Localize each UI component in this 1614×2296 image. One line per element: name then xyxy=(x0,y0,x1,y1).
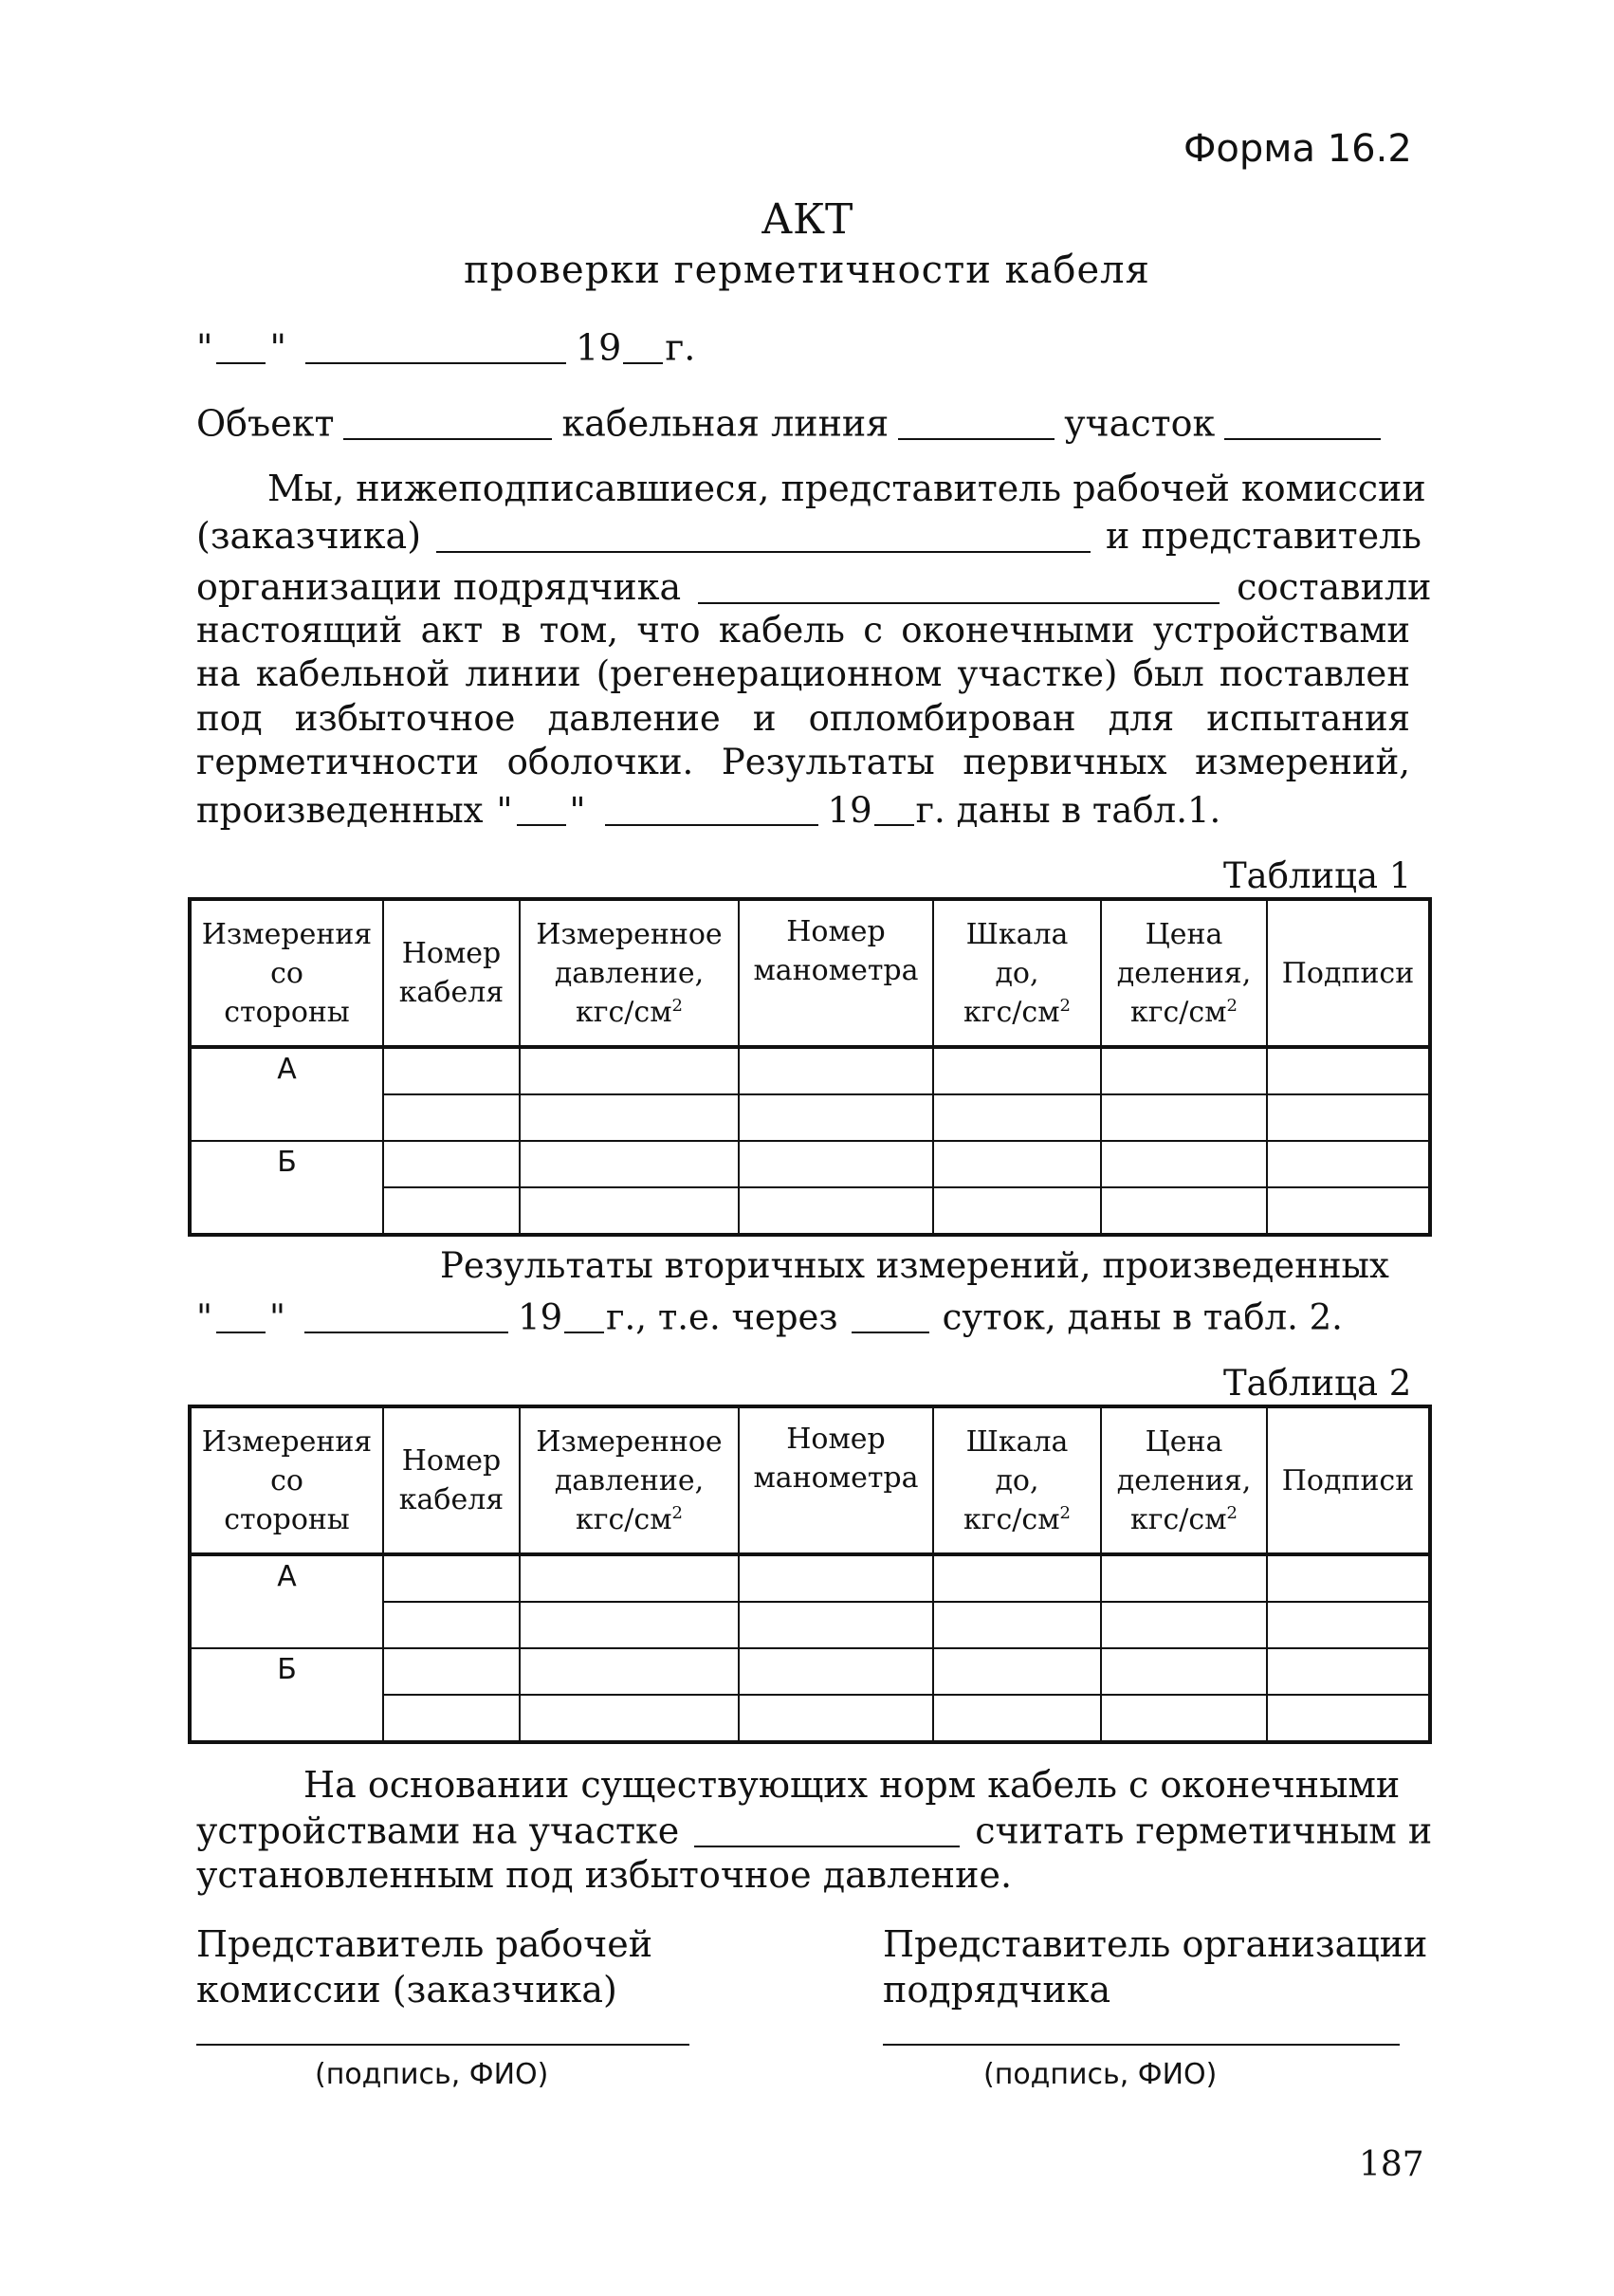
table-cell[interactable] xyxy=(739,1141,933,1187)
signature-left-title-1: Представитель рабочей xyxy=(196,1923,653,1965)
signature-left-caption: (подпись, ФИО) xyxy=(315,2058,549,2091)
object-line: Объект кабельная линия участок xyxy=(196,402,1390,440)
intro-line-1: Мы, нижеподписавшиеся, представитель рабочей комиссии xyxy=(267,468,1426,509)
table-cell[interactable] xyxy=(739,1047,933,1094)
table-cell[interactable] xyxy=(933,1094,1101,1141)
table-row xyxy=(190,1554,1430,1602)
side-b-cell: Б xyxy=(190,1648,383,1742)
header-side: Измерения со стороны xyxy=(190,1406,383,1554)
table-cell[interactable] xyxy=(1267,1648,1430,1695)
header-division: Цена деления, кгс/$см^2$ xyxy=(1101,899,1267,1047)
table-row xyxy=(190,1047,1430,1094)
header-scale: Шкала до, кгс/$см^2$ xyxy=(933,1406,1101,1554)
header-gauge-number: Номер манометра xyxy=(739,1406,933,1554)
header-side: Измерения со стороны xyxy=(190,899,383,1047)
table-cell[interactable] xyxy=(520,1047,739,1094)
intro-line-7: герметичности оболочки. Результаты первичных измерений, xyxy=(196,742,1410,782)
primary-day-blank[interactable] xyxy=(517,789,566,826)
table-1 xyxy=(188,897,1432,1237)
table-cell[interactable] xyxy=(1267,1141,1430,1187)
days-blank[interactable] xyxy=(852,1296,929,1333)
table-cell[interactable] xyxy=(933,1554,1101,1602)
header-gauge-number: Номер манометра xyxy=(739,899,933,1047)
header-measured-pressure: Измеренное давление, кгс/$см^2$ xyxy=(520,899,739,1047)
table-cell[interactable] xyxy=(520,1187,739,1235)
table-cell[interactable] xyxy=(520,1141,739,1187)
secondary-month-blank[interactable] xyxy=(304,1296,508,1333)
table-cell[interactable] xyxy=(520,1602,739,1648)
table-cell[interactable] xyxy=(1267,1554,1430,1602)
table-cell[interactable] xyxy=(1267,1047,1430,1094)
table-cell[interactable] xyxy=(739,1648,933,1695)
table-cell[interactable] xyxy=(520,1648,739,1695)
intro-line-6: под избыточное давление и опломбирован для испытания xyxy=(196,698,1410,739)
intro-line-3: организации подрядчика составили xyxy=(196,566,1432,608)
header-signatures: Подписи xyxy=(1267,1406,1430,1554)
side-a-cell: А xyxy=(190,1554,383,1648)
day-blank[interactable] xyxy=(216,326,266,364)
table-cell[interactable] xyxy=(383,1141,520,1187)
document-subtitle: проверки герметичности кабеля xyxy=(464,248,1150,292)
table-cell[interactable] xyxy=(739,1695,933,1742)
contractor-blank[interactable] xyxy=(698,566,1220,604)
table-cell[interactable] xyxy=(520,1554,739,1602)
primary-month-blank[interactable] xyxy=(605,789,818,826)
table-cell[interactable] xyxy=(383,1187,520,1235)
table-header-row xyxy=(190,899,1430,1047)
conclusion-line-2: устройствами на участке считать герметичным и xyxy=(196,1809,1433,1852)
header-signatures: Подписи xyxy=(1267,899,1430,1047)
table-row xyxy=(190,1141,1430,1187)
table-cell[interactable] xyxy=(1267,1187,1430,1235)
signature-right-title-2: подрядчика xyxy=(883,1969,1111,2011)
table-cell[interactable] xyxy=(933,1648,1101,1695)
table-cell[interactable] xyxy=(933,1141,1101,1187)
document-title: АКТ xyxy=(761,195,853,244)
form-label: Форма 16.2 xyxy=(1183,127,1412,171)
intro-line-5: на кабельной линии (регенерационном участке) был поставлен xyxy=(196,653,1410,694)
table-cell[interactable] xyxy=(1267,1695,1430,1742)
table-cell[interactable] xyxy=(739,1602,933,1648)
table-cell[interactable] xyxy=(933,1047,1101,1094)
table-cell[interactable] xyxy=(739,1554,933,1602)
header-measured-pressure: Измеренное давление, кгс/$см^2$ xyxy=(520,1406,739,1554)
table-cell[interactable] xyxy=(383,1648,520,1695)
header-cable-number: Номер кабеля xyxy=(383,899,520,1047)
table-cell[interactable] xyxy=(1101,1695,1267,1742)
table-cell[interactable] xyxy=(1101,1047,1267,1094)
header-division: Цена деления, кгс/$см^2$ xyxy=(1101,1406,1267,1554)
signature-left-line[interactable] xyxy=(196,2044,689,2046)
object-blank[interactable] xyxy=(343,402,552,440)
intro-line-8: произведенных " " 19 г. даны в табл.1. xyxy=(196,790,1221,831)
customer-blank[interactable] xyxy=(436,515,1091,553)
table-cell[interactable] xyxy=(933,1187,1101,1235)
table2-caption: Таблица 2 xyxy=(1223,1363,1412,1404)
table-cell[interactable] xyxy=(739,1094,933,1141)
signature-right-caption: (подпись, ФИО) xyxy=(983,2058,1218,2091)
secondary-year-blank[interactable] xyxy=(564,1296,604,1333)
year-blank[interactable] xyxy=(623,326,663,364)
table-cell[interactable] xyxy=(383,1554,520,1602)
table-header-row xyxy=(190,1406,1430,1554)
table-cell[interactable] xyxy=(933,1602,1101,1648)
table-cell[interactable] xyxy=(1101,1554,1267,1602)
intro-line-4: настоящий акт в том, что кабель с оконечными устройствами xyxy=(196,610,1410,651)
signature-left-title-2: комиссии (заказчика) xyxy=(196,1969,617,2011)
header-cable-number: Номер кабеля xyxy=(383,1406,520,1554)
date-line: " " 19 г. xyxy=(196,326,696,369)
table-2 xyxy=(188,1405,1432,1744)
primary-year-blank[interactable] xyxy=(874,789,914,826)
side-b-cell: Б xyxy=(190,1141,383,1235)
conclusion-section-blank[interactable] xyxy=(694,1809,960,1847)
table-cell[interactable] xyxy=(383,1094,520,1141)
table-row xyxy=(190,1648,1430,1695)
side-a-cell: А xyxy=(190,1047,383,1141)
intro-line-2: (заказчика) и представитель xyxy=(196,515,1421,557)
conclusion-line-1: На основании существующих норм кабель с оконечными xyxy=(303,1764,1401,1806)
signature-right-line[interactable] xyxy=(883,2044,1400,2046)
table-cell[interactable] xyxy=(1267,1094,1430,1141)
table-cell[interactable] xyxy=(1101,1602,1267,1648)
header-scale: Шкала до, кгс/$см^2$ xyxy=(933,899,1101,1047)
table-cell[interactable] xyxy=(933,1695,1101,1742)
table-cell[interactable] xyxy=(1101,1187,1267,1235)
table-cell[interactable] xyxy=(739,1187,933,1235)
secondary-day-blank[interactable] xyxy=(216,1296,266,1333)
table-cell[interactable] xyxy=(520,1695,739,1742)
secondary-line-1: Результаты вторичных измерений, произведенных xyxy=(440,1245,1389,1286)
cable-line-blank[interactable] xyxy=(898,402,1055,440)
section-blank[interactable] xyxy=(1224,402,1381,440)
month-blank[interactable] xyxy=(305,326,566,364)
table-cell[interactable] xyxy=(1101,1648,1267,1695)
signature-right-title-1: Представитель организации xyxy=(883,1923,1428,1965)
page-number: 187 xyxy=(1359,2145,1424,2184)
table-cell[interactable] xyxy=(1101,1141,1267,1187)
secondary-line-2: " " 19 г., т.е. через суток, даны в табл. 2. xyxy=(196,1296,1343,1338)
table-cell[interactable] xyxy=(383,1047,520,1094)
table-cell[interactable] xyxy=(383,1602,520,1648)
table1-caption: Таблица 1 xyxy=(1223,855,1412,896)
table-cell[interactable] xyxy=(1101,1094,1267,1141)
conclusion-line-3: установленным под избыточное давление. xyxy=(196,1854,1013,1896)
table-cell[interactable] xyxy=(383,1695,520,1742)
table-cell[interactable] xyxy=(520,1094,739,1141)
table-cell[interactable] xyxy=(1267,1602,1430,1648)
